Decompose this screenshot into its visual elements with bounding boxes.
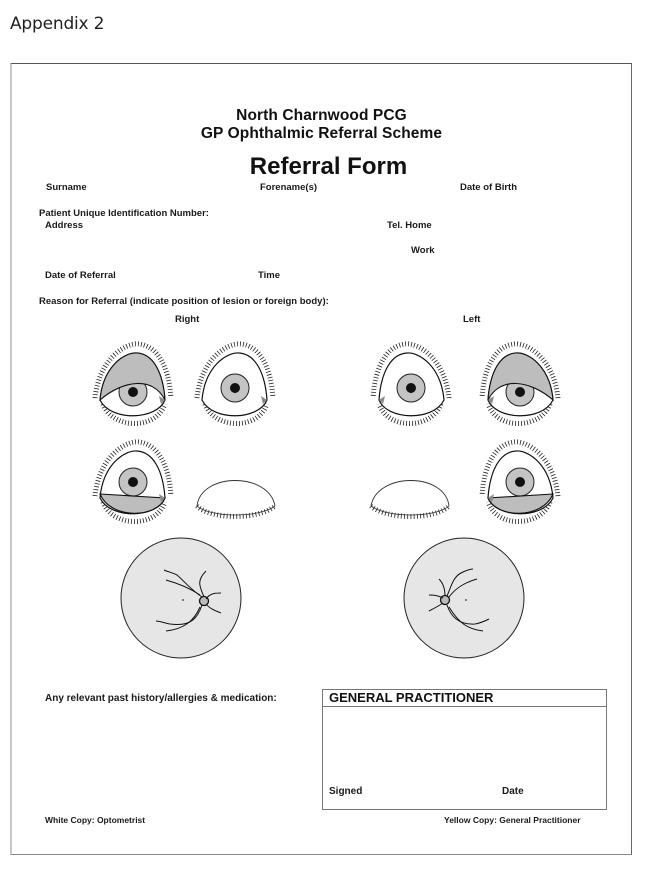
gp-box (322, 689, 607, 810)
appendix-label: Appendix 2 (10, 14, 105, 34)
white-copy-label: White Copy: Optometrist (45, 815, 146, 825)
org-name: North Charnwood PCG (236, 107, 407, 124)
yellow-copy-label: Yellow Copy: General Practitioner (444, 815, 581, 825)
right-eye-lower-lid-diagram[interactable] (88, 438, 178, 533)
left-eye-upper-lid-diagram[interactable] (475, 340, 565, 435)
right-eye-label: Right (175, 314, 200, 325)
form-title: Referral Form (249, 153, 408, 180)
right-eye-closed-diagram[interactable] (190, 438, 280, 533)
history-label: Any relevant past history/allergies & medication: (45, 693, 277, 704)
address-field[interactable]: Address (45, 220, 84, 231)
gp-signed-field[interactable]: Signed (329, 786, 363, 797)
tel-work-field[interactable]: Work (411, 245, 435, 256)
left-fundus-diagram[interactable] (403, 537, 525, 659)
gp-box-title: GENERAL PRACTITIONER (323, 690, 606, 707)
forenames-field[interactable]: Forename(s) (260, 182, 318, 193)
right-eye-upper-lid-diagram[interactable] (88, 340, 178, 435)
optic-disc (441, 596, 450, 605)
left-eye-open-diagram[interactable] (366, 340, 456, 435)
macula (465, 599, 467, 601)
history-input-area[interactable] (40, 708, 310, 806)
gp-date-field[interactable]: Date (502, 786, 524, 797)
right-eye-open-diagram[interactable] (190, 340, 280, 435)
date-of-birth-field[interactable]: Date of Birth (460, 182, 517, 193)
left-eye-closed-diagram[interactable] (366, 438, 456, 533)
lower-lid-shading (100, 494, 165, 513)
date-of-referral-field[interactable]: Date of Referral (45, 270, 116, 281)
right-fundus-diagram[interactable] (120, 537, 242, 659)
surname-field[interactable]: Surname (46, 182, 87, 193)
reason-for-referral-label: Reason for Referral (indicate position of lesion or foreign body): (39, 296, 329, 307)
tel-home-field[interactable]: Tel. Home (387, 220, 432, 231)
left-eye-label: Left (463, 314, 481, 325)
scheme-name: GP Ophthalmic Referral Scheme (200, 125, 443, 142)
macula (182, 599, 184, 601)
time-field[interactable]: Time (258, 270, 281, 281)
gp-notes-area[interactable] (323, 707, 606, 777)
left-eye-lower-lid-diagram[interactable] (475, 438, 565, 533)
patient-id-field[interactable]: Patient Unique Identification Number: (39, 208, 209, 219)
